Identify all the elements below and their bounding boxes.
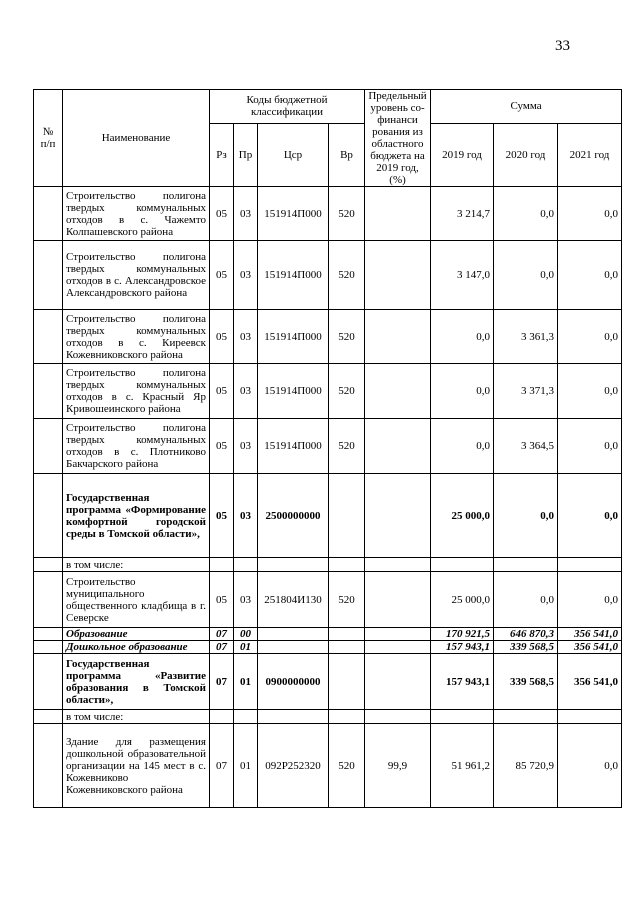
row-pr: 03 <box>234 310 258 364</box>
row-vr <box>329 474 365 558</box>
row-2019: 0,0 <box>431 310 494 364</box>
row-rz: 07 <box>210 641 234 654</box>
row-vr: 520 <box>329 419 365 474</box>
row-limit <box>365 572 431 628</box>
budget-table <box>33 89 622 808</box>
row-2021: 356 541,0 <box>558 654 622 710</box>
row-num <box>34 558 63 572</box>
row-rz: 05 <box>210 241 234 310</box>
row-2021: 0,0 <box>558 474 622 558</box>
row-pr: 03 <box>234 474 258 558</box>
row-2020: 0,0 <box>494 241 558 310</box>
row-2019 <box>431 558 494 572</box>
row-2020: 339 568,5 <box>494 654 558 710</box>
row-num <box>34 474 63 558</box>
row-vr: 520 <box>329 572 365 628</box>
row-2020: 0,0 <box>494 187 558 241</box>
row-name: Дошкольное образование <box>63 641 210 654</box>
table-row <box>34 724 622 808</box>
row-vr: 520 <box>329 724 365 808</box>
row-csr: 0900000000 <box>258 654 329 710</box>
row-vr: 520 <box>329 187 365 241</box>
row-2020: 85 720,9 <box>494 724 558 808</box>
row-pr <box>234 710 258 724</box>
row-2020: 339 568,5 <box>494 641 558 654</box>
header-rz: Рз <box>210 123 234 186</box>
header-sum: Сумма <box>431 90 622 124</box>
header-2020: 2020 год <box>494 123 558 186</box>
row-csr: 151914П000 <box>258 187 329 241</box>
row-vr <box>329 710 365 724</box>
row-vr: 520 <box>329 241 365 310</box>
row-2019: 0,0 <box>431 364 494 419</box>
row-num <box>34 187 63 241</box>
row-2020: 3 371,3 <box>494 364 558 419</box>
row-vr: 520 <box>329 310 365 364</box>
row-2019: 3 147,0 <box>431 241 494 310</box>
row-2020: 3 361,3 <box>494 310 558 364</box>
row-num <box>34 628 63 641</box>
row-2020: 0,0 <box>494 572 558 628</box>
row-2019: 157 943,1 <box>431 654 494 710</box>
row-limit <box>365 187 431 241</box>
row-2020 <box>494 710 558 724</box>
row-pr: 01 <box>234 724 258 808</box>
row-rz: 05 <box>210 419 234 474</box>
row-pr: 00 <box>234 628 258 641</box>
row-rz: 07 <box>210 628 234 641</box>
row-name: Строительство муниципального общественного кладбища в г. Северске <box>63 572 210 628</box>
row-pr: 03 <box>234 419 258 474</box>
row-rz: 05 <box>210 474 234 558</box>
row-2019: 170 921,5 <box>431 628 494 641</box>
row-2019: 157 943,1 <box>431 641 494 654</box>
row-num <box>34 364 63 419</box>
row-rz: 07 <box>210 654 234 710</box>
row-2019 <box>431 710 494 724</box>
row-2019: 25 000,0 <box>431 474 494 558</box>
row-2021: 356 541,0 <box>558 628 622 641</box>
row-limit: 99,9 <box>365 724 431 808</box>
row-csr <box>258 628 329 641</box>
row-num <box>34 724 63 808</box>
row-limit <box>365 419 431 474</box>
row-rz <box>210 710 234 724</box>
row-rz: 05 <box>210 572 234 628</box>
header-codes: Коды бюджетной классификации <box>210 90 365 124</box>
row-num <box>34 641 63 654</box>
row-limit <box>365 628 431 641</box>
row-name: в том числе: <box>63 710 210 724</box>
row-limit <box>365 654 431 710</box>
row-2021: 0,0 <box>558 241 622 310</box>
row-num <box>34 654 63 710</box>
table-row <box>34 474 622 558</box>
row-limit <box>365 241 431 310</box>
row-2021: 356 541,0 <box>558 641 622 654</box>
row-pr: 03 <box>234 364 258 419</box>
row-csr <box>258 710 329 724</box>
row-num <box>34 710 63 724</box>
header-limit: Предельный уровень со-финанси рования из областного бюджета на 2019 год, (%) <box>365 90 431 187</box>
row-vr: 520 <box>329 364 365 419</box>
row-2021: 0,0 <box>558 187 622 241</box>
row-rz: 05 <box>210 364 234 419</box>
row-name: Здание для размещения дошкольной образовательной организации на 145 мест в с. Кожевниково Кожевниковского района <box>63 724 210 808</box>
row-num <box>34 419 63 474</box>
row-name: Государственная программа «Развитие образования в Томской области», <box>63 654 210 710</box>
row-rz <box>210 558 234 572</box>
header-2019: 2019 год <box>431 123 494 186</box>
header-2021: 2021 год <box>558 123 622 186</box>
row-pr <box>234 558 258 572</box>
row-pr: 01 <box>234 641 258 654</box>
row-name: Строительство полигона твердых коммунальных отходов в с. Александровское Александровского района <box>63 241 210 310</box>
row-limit <box>365 310 431 364</box>
row-2021 <box>558 558 622 572</box>
row-name: Государственная программа «Формирование комфортной городской среды в Томской области», <box>63 474 210 558</box>
table-row <box>34 628 622 641</box>
row-limit <box>365 710 431 724</box>
header-pr: Пр <box>234 123 258 186</box>
row-num <box>34 241 63 310</box>
row-pr: 03 <box>234 572 258 628</box>
table-row <box>34 187 622 241</box>
table-row <box>34 241 622 310</box>
row-name: Строительство полигона твердых коммунальных отходов в с. Чажемто Колпашевского района <box>63 187 210 241</box>
header-num: № п/п <box>34 90 63 187</box>
row-name: в том числе: <box>63 558 210 572</box>
row-name: Образование <box>63 628 210 641</box>
row-limit <box>365 474 431 558</box>
row-2021: 0,0 <box>558 364 622 419</box>
table-row <box>34 641 622 654</box>
table-row <box>34 558 622 572</box>
row-vr <box>329 558 365 572</box>
table-row <box>34 654 622 710</box>
row-csr: 151914П000 <box>258 419 329 474</box>
row-csr: 151914П000 <box>258 241 329 310</box>
row-csr <box>258 641 329 654</box>
table-row <box>34 364 622 419</box>
header-name: Наименование <box>63 90 210 187</box>
row-csr: 2500000000 <box>258 474 329 558</box>
row-2019: 51 961,2 <box>431 724 494 808</box>
row-rz: 07 <box>210 724 234 808</box>
table-row <box>34 419 622 474</box>
row-csr: 092P252320 <box>258 724 329 808</box>
row-vr <box>329 641 365 654</box>
row-pr: 03 <box>234 187 258 241</box>
row-vr <box>329 654 365 710</box>
row-limit <box>365 641 431 654</box>
table-row <box>34 310 622 364</box>
row-name: Строительство полигона твердых коммунальных отходов в с. Киреевск Кожевниковского района <box>63 310 210 364</box>
table-row <box>34 572 622 628</box>
row-pr: 03 <box>234 241 258 310</box>
row-csr: 151914П000 <box>258 364 329 419</box>
row-num <box>34 310 63 364</box>
row-2021: 0,0 <box>558 724 622 808</box>
row-limit <box>365 558 431 572</box>
row-csr: 251804И130 <box>258 572 329 628</box>
row-2020: 646 870,3 <box>494 628 558 641</box>
row-rz: 05 <box>210 310 234 364</box>
row-2021 <box>558 710 622 724</box>
row-pr: 01 <box>234 654 258 710</box>
row-csr <box>258 558 329 572</box>
row-2019: 25 000,0 <box>431 572 494 628</box>
row-name: Строительство полигона твердых коммунальных отходов в с. Красный Яр Кривошеинского района <box>63 364 210 419</box>
row-limit <box>365 364 431 419</box>
row-2020: 0,0 <box>494 474 558 558</box>
header-vr: Вр <box>329 123 365 186</box>
row-2021: 0,0 <box>558 310 622 364</box>
row-2021: 0,0 <box>558 419 622 474</box>
header-csr: Цср <box>258 123 329 186</box>
row-vr <box>329 628 365 641</box>
row-num <box>34 572 63 628</box>
table-row <box>34 710 622 724</box>
row-csr: 151914П000 <box>258 310 329 364</box>
row-name: Строительство полигона твердых коммунальных отходов в с. Плотниково Бакчарского района <box>63 419 210 474</box>
row-2021: 0,0 <box>558 572 622 628</box>
row-2020 <box>494 558 558 572</box>
row-2019: 3 214,7 <box>431 187 494 241</box>
row-rz: 05 <box>210 187 234 241</box>
row-2019: 0,0 <box>431 419 494 474</box>
page-number: 33 <box>555 38 570 54</box>
row-2020: 3 364,5 <box>494 419 558 474</box>
